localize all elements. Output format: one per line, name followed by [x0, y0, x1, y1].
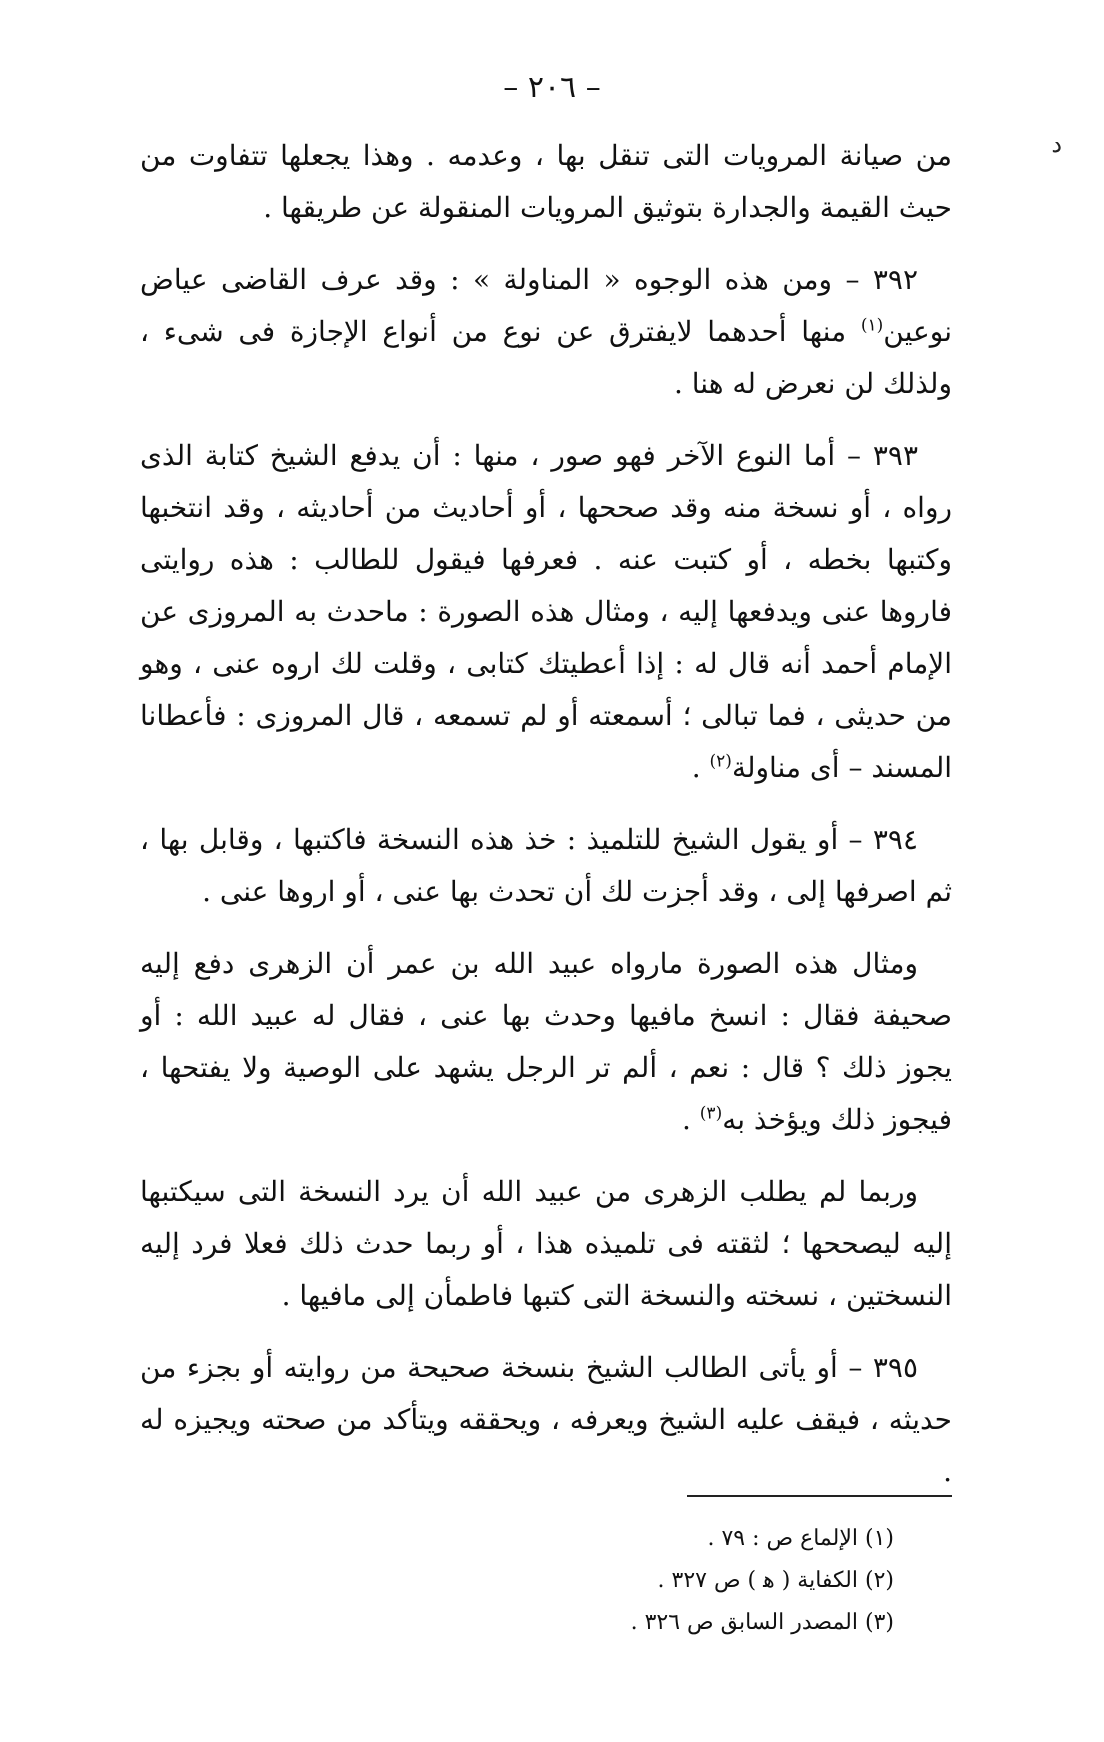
footnotes — [294, 1518, 894, 1644]
margin-mark: ﺩ — [1051, 130, 1062, 158]
footnote-reference: (٢) — [709, 751, 732, 772]
paragraph-text: ومثال هذه الصورة مارواه عبيد الله بن عمر أن الزهرى دفع إليه صحيفة فقال : انسخ مافيها وحدث بها عنى ، فقال له عبيد الله : أو يجوز ذلك ؟ قال : نعم ، ألم تر الرجل يشهد على الوصية ولا يفتحها ، فيجوز ذلك ويؤخذ به — [140, 947, 952, 1136]
footnote: (٢) الكفاية ( ﻫ ) ص ٣٢٧ . — [657, 1568, 894, 1593]
paragraph-text: . — [691, 751, 710, 784]
page-number: – ٢٠٦ – — [503, 70, 601, 105]
paragraph-text: ٣٩٢ – ومن هذه الوجوه « المناولة » : وقد عرف القاضى عياض نوعين — [140, 263, 952, 348]
paragraph: وربما لم يطلب الزهرى من عبيد الله أن يرد النسخة التى سيكتبها إليه ليصححها ؛ لثقته فى تلميذه هذا ، أو ربما حدث ذلك فعلا فرد إليه النسختين ، نسخته والنسخة التى كتبها فاطمأن إلى مافيها . — [140, 1175, 952, 1312]
footnote-divider — [687, 1495, 952, 1497]
paragraph-text: منها أحدهما لايفترق عن نوع من أنواع الإجازة فى شىء ، ولذلك لن نعرض له هنا . — [140, 315, 952, 400]
main-text — [140, 130, 952, 1518]
footnote-reference: (١) — [860, 315, 884, 336]
paragraph-text: . — [681, 1103, 700, 1136]
paragraph — [140, 938, 952, 1146]
footnote-reference: (٣) — [699, 1103, 723, 1124]
paragraph: ٣٩٤ – أو يقول الشيخ للتلميذ : خذ هذه النسخة فاكتبها ، وقابل بها ، ثم اصرفها إلى ، وقد أجزت لك أن تحدث بها عنى ، أو اروها عنى . — [140, 823, 952, 908]
paragraph: من صيانة المرويات التى تنقل بها ، وعدمه . وهذا يجعلها تتفاوت من حيث القيمة والجدارة بتوثيق المرويات المنقولة عن طريقها . — [140, 139, 952, 224]
paragraph: ٣٩٥ – أو يأتى الطالب الشيخ بنسخة صحيحة من روايته أو بجزء من حديثه ، فيقف عليه الشيخ ويعرفه ، ويحققه ويتأكد من صحته ويجيزه له . — [140, 1351, 952, 1488]
footnote: (٣) المصدر السابق ص ٣٢٦ . — [630, 1610, 894, 1635]
paragraph — [140, 430, 952, 794]
paragraph-text: ٣٩٣ – أما النوع الآخر فهو صور ، منها : أن يدفع الشيخ كتابة الذى رواه ، أو نسخة منه وقد صححها ، أو أحاديث من أحاديثه ، وقد انتخبها وكتبها بخطه ، أو كتبت عنه . فعرفها فيقول للطالب : هذه روايتى فاروها عنى ويدفعها إليه ، ومثال هذه الصورة : ماحدث به المروزى عن الإمام أحمد أنه قال له : إذا أعطيتك كتابى ، وقلت لك اروه عنى ، وهو من حديثى ، فما تبالى ؛ أسمعته أو لم تسمعه ، قال المروزى : فأعطانا المسند – أى مناولة — [140, 439, 952, 784]
paragraph — [140, 254, 952, 410]
footnote: (١) الإلماع ص : ٧٩ . — [707, 1526, 894, 1551]
